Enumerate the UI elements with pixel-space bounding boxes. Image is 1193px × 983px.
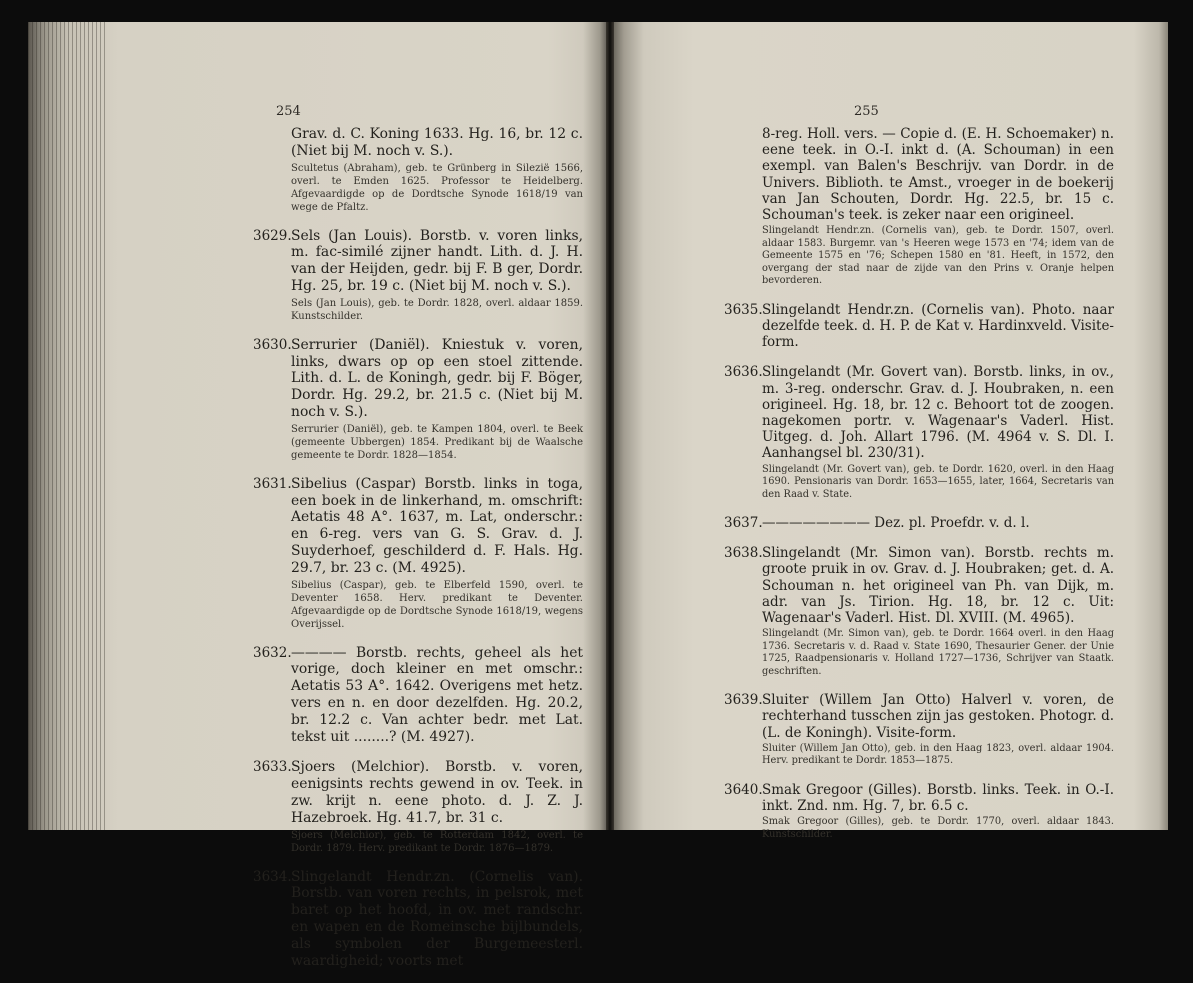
entry-biography: Sjoers (Melchior), geb. te Rotterdam 1842, overl. te Dordr. 1879. Herv. predikant te Dordr. 1876—1879. — [291, 829, 583, 854]
catalog-entry — [253, 337, 583, 462]
entry-biography: Smak Gregoor (Gilles), geb. te Dordr. 1770, overl. aldaar 1843. Kunstschilder. — [762, 816, 1114, 840]
left-page — [28, 22, 606, 969]
entry-description: Sjoers (Melchior). Borstb. v. voren, eenigsints rechts gewend in ov. Teek. in zw. krijt n. eene photo. d. J. Z. J. Hazebroek. Hg. 41.7, br. 31 c. — [291, 759, 583, 826]
catalog-entries — [253, 126, 583, 983]
entry-biography: Sibelius (Caspar), geb. te Elberfeld 1590, overl. te Deventer 1658. Herv. predikant te Deventer. Afgevaardigde op de Dordtsche Synode 1618/19, wegens Overijssel. — [291, 579, 583, 630]
entry-biography: Sluiter (Willem Jan Otto), geb. in den Haag 1823, overl. aldaar 1904. Herv. predikant te Dordr. 1853—1875. — [762, 742, 1114, 767]
entry-description: ———— Borstb. rechts, geheel als het vorige, doch kleiner en met omschr.: Aetatis 53 A°. 1642. Overigens met hetz. vers en n. en door dezelfden. Hg. 20.2, br. 12.2 c. Van achter bedr. met Lat. tekst uit ........? (M. 4927). — [291, 644, 583, 745]
entry-number: 3640. — [724, 781, 763, 798]
catalog-entry — [724, 302, 1114, 351]
entry-biography: Slingelandt (Mr. Simon van), geb. te Dordr. 1664 overl. in den Haag 1736. Secretaris v. d. Raad v. State 1690, Thesaurier Gener. der Unie 1725, Raadpensionaris v. Holland 1727—1736, Schrijver van Staatk. geschriften. — [762, 628, 1114, 677]
catalog-entry — [724, 782, 1114, 841]
right-page — [614, 22, 1168, 840]
catalog-entry — [253, 476, 583, 631]
catalog-entry — [253, 759, 583, 854]
entry-biography: Slingelandt (Mr. Govert van), geb. te Dordr. 1620, overl. in den Haag 1690. Pensionaris van Dordr. 1653—1655, later, 1664, Secretaris van den Raad v. State. — [762, 463, 1114, 500]
entry-description: Sibelius (Caspar) Borstb. links in toga, een boek in de linkerhand, m. omschrift: Aetatis 48 A°. 1637, m. Lat, onderschr.: en 6-reg. vers van G. S. Grav. d. J. Suyderhoef, geschilderd d. F. Hals. Hg. 29.7, br. 23 c. (M. 4925). — [291, 475, 583, 576]
entry-description: Slingelandt Hendr.zn. (Cornelis van). Borstb. van voren rechts, in pelsrok, met baret op het hoofd, in ov. met randschr. en wapen en de Romeinsche bijlbundels, als symbolen der Burgemeesterl. waardigheid; voorts met — [291, 868, 583, 969]
catalog-entry — [724, 515, 1114, 531]
catalog-entry — [724, 692, 1114, 768]
catalog-entry — [724, 545, 1114, 678]
entry-biography: Slingelandt Hendr.zn. (Cornelis van), geb. te Dordr. 1507, overl. aldaar 1583. Burgemr. van 's Heeren wege 1573 en '74; idem van de Gemeente 1575 en '76; Schepen 1580 en '81. Heeft, in 1572, den overgang der stad naar de zijde van den Prins v. Oranje helpen bevorderen. — [762, 225, 1114, 287]
entry-number: 3630. — [253, 336, 292, 353]
entry-number: 3637. — [724, 515, 763, 532]
entry-number: 3629. — [253, 227, 292, 244]
entry-description: Grav. d. C. Koning 1633. Hg. 16, br. 12 c. (Niet bij M. noch v. S.). — [291, 126, 583, 159]
entry-description: Sluiter (Willem Jan Otto) Halverl v. voren, de rechterhand tusschen zijn jas gestoken. Photogr. d. (L. de Koningh). Visite-form. — [762, 692, 1114, 741]
book-spine — [606, 22, 614, 830]
entry-description: Slingelandt (Mr. Govert van). Borstb. links, in ov., m. 3-reg. onderschr. Grav. d. J. Houbraken, n. een origineel. Hg. 18, br. 12 c. Behoort tot de zoogen. nagekomen portr. v. Wagenaar's Vaderl. Hist. Uitgeg. d. Joh. Allart 1796. (M. 4964 v. S. Dl. I. Aanhangsel bl. 230/31). — [762, 364, 1114, 462]
entry-biography: Serrurier (Daniël), geb. te Kampen 1804, overl. te Beek (gemeente Ubbergen) 1854. Predikant bij de Waalsche gemeente te Dordr. 1828—1854. — [291, 423, 583, 461]
entry-description: Slingelandt Hendr.zn. (Cornelis van). Photo. naar dezelfde teek. d. H. P. de Kat v. Hardinxveld. Visite-form. — [762, 301, 1114, 351]
catalog-entry — [253, 645, 583, 746]
entry-biography: Sels (Jan Louis), geb. te Dordr. 1828, overl. aldaar 1859. Kunstschilder. — [291, 297, 583, 322]
catalog-entry — [724, 126, 1114, 288]
catalog-entry — [253, 126, 583, 214]
catalog-entry — [253, 869, 583, 970]
entry-description: Slingelandt (Mr. Simon van). Borstb. rechts m. groote pruik in ov. Grav. d. J. Houbraken; get. d. A. Schouman n. het origineel van Ph. van Dijk, m. adr. van Js. Tirion. Hg. 18, br. 12 c. Uit: Wagenaar's Vaderl. Hist. Dl. XVIII. (M. 4965). — [762, 545, 1114, 627]
entry-number: 3639. — [724, 692, 763, 709]
catalog-entry — [724, 364, 1114, 501]
page-edges — [28, 22, 108, 830]
entry-number: 3638. — [724, 545, 763, 562]
entry-biography: Scultetus (Abraham), geb. te Grünberg in Silezië 1566, overl. te Emden 1625. Professor te Heidelberg. Afgevaardigde op de Dordtsche Synode 1618/19 van wege de Pfaltz. — [291, 162, 583, 213]
entry-description: ———————— Dez. pl. Proefdr. v. d. l. — [762, 515, 1030, 532]
entry-number: 3635. — [724, 301, 763, 318]
entry-number: 3636. — [724, 364, 763, 381]
catalog-entries — [724, 126, 1114, 855]
entry-number: 3631. — [253, 475, 292, 492]
page-number: 255 — [854, 104, 879, 119]
entry-number: 3632. — [253, 644, 292, 661]
entry-description: 8-reg. Holl. vers. — Copie d. (E. H. Schoemaker) n. eene teek. in O.-I. inkt d. (A. Schouman) in een exempl. van Balen's Beschrijv. van Dordr. in de Univers. Biblioth. te Amst., vroeger in de boekerij van Jan Schouten, Dordr. Hg. 22.5, br. 15 c. Schouman's teek. is zeker naar een origineel. — [762, 126, 1114, 224]
entry-number: 3633. — [253, 759, 292, 776]
catalog-entry — [253, 228, 583, 323]
open-book — [28, 22, 1168, 969]
page-number: 254 — [276, 104, 301, 119]
entry-description: Sels (Jan Louis). Borstb. v. voren links, m. fac-similé zijner handt. Lith. d. J. H. van der Heijden, gedr. bij F. B ger, Dordr. Hg. 25, br. 19 c. (Niet bij M. noch v. S.). — [291, 227, 583, 294]
entry-description: Serrurier (Daniël). Kniestuk v. voren, links, dwars op op een stoel zittende. Lith. d. L. de Koningh, gedr. bij F. Böger, Dordr. Hg. 29.2, br. 21.5 c. (Niet bij M. noch v. S.). — [291, 336, 583, 420]
entry-description: Smak Gregoor (Gilles). Borstb. links. Teek. in O.-I. inkt. Znd. nm. Hg. 7, br. 6.5 c. — [762, 781, 1114, 815]
entry-number: 3634. — [253, 868, 292, 885]
